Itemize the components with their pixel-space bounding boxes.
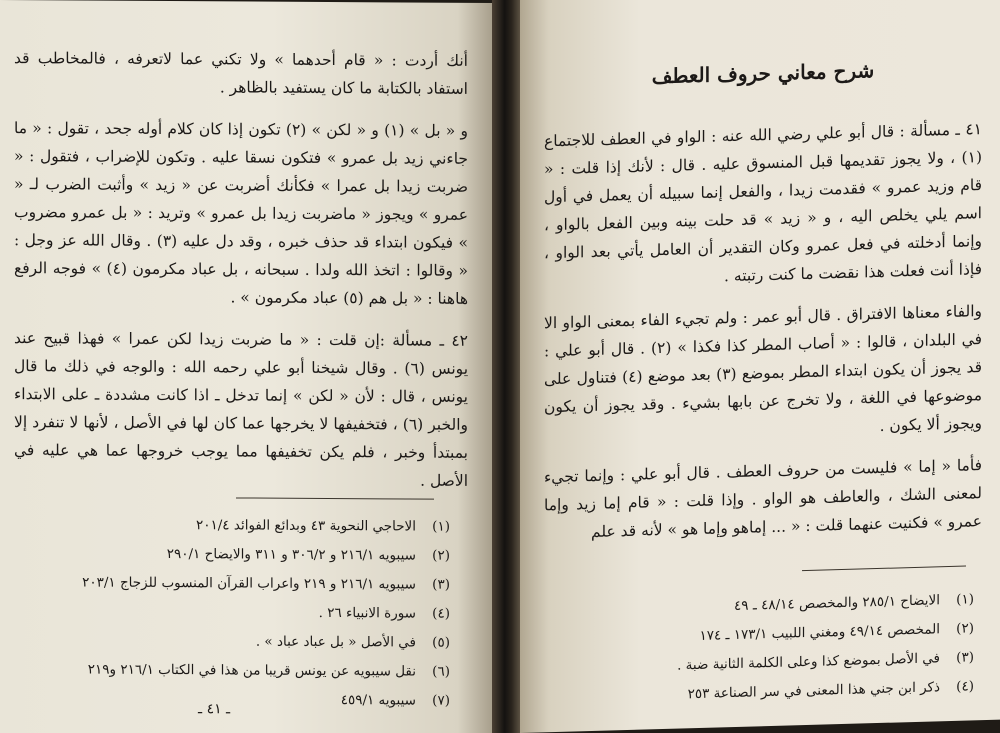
footnote-text: سيبويه ٢١٦/١ و ٢١٩ واعراب القرآن المنسوب للزجاج ٢٠٣/١: [82, 574, 416, 593]
footnote-number: (٣): [432, 576, 450, 593]
book-gutter: [492, 0, 520, 733]
footnote-item: [20, 597, 450, 629]
right-footnotes: [544, 585, 974, 713]
left-page: [0, 0, 492, 733]
left-footnotes: [20, 510, 450, 716]
footnote-text: سورة الانبياء ٢٦ .: [318, 604, 416, 622]
right-page-body: [544, 55, 982, 561]
chapter-title: شرح معاني حروف العطف: [651, 58, 875, 89]
footnote-text: المخصص ٤٩/١٤ ومغني اللبيب ١٧٣/١ ـ ١٧٤: [699, 621, 940, 644]
footnote-number: (٧): [432, 692, 450, 709]
footnote-item: [20, 655, 450, 687]
footnote-text: الاحاجي النحوية ٤٣ وبدائع الفوائد ٢٠١/٤: [196, 517, 416, 535]
footnote-divider: [802, 566, 966, 572]
footnote-text: في الأصل « بل عباد عباد » .: [255, 633, 416, 651]
footnote-text: ذكر ابن جني هذا المعنى في سر الصناعة ٢٥٣: [687, 679, 940, 703]
footnote-item: [20, 568, 450, 600]
footnote-number: (٢): [956, 620, 974, 637]
footnote-text: الايضاح ٢٨٥/١ والمخصص ٤٨/١٤ ـ ٤٩: [734, 592, 940, 615]
right-paragraph-2: والفاء معناها الافتراق . قال أبو عمر : ولم تجيء الفاء بمعنى الواو الا في البلدان ، قالوا : « أصاب المطر كذا فكذا » (٢) . قال أبو علي : قد يجوز أن يكون ابتداء المطر بموضع (٣) بعد موضع (٤) فتناول على موضوعها في اللغة ، ولا تخرج عن بابها بشيء . وقد يجوز أن يكون ويجوز ألا يكون .: [544, 302, 983, 435]
left-paragraph-1: أنك أردت : « قام أحدهما » ولا تكني عما لاتعرفه ، فالمخاطب قد استفاد بالكتابة ما كان يستفيد بالظاهر .: [14, 49, 468, 98]
right-page: [520, 0, 1000, 733]
footnote-text: نقل سيبويه عن يونس قريبا من هذا في الكتاب ٢١٦/١ و٢١٩: [87, 661, 416, 680]
footnote-number: (٢): [432, 547, 450, 564]
footnote-item: [20, 539, 450, 571]
page-number: ـ ٤١ ـ: [198, 701, 231, 718]
right-paragraph-3: فأما « إما » فليست من حروف العطف . قال أبو علي : وإنما تجيء لمعنى الشك ، والعاطف هو الواو . وإذا قلت : « قام إما زيد وإما عمرو » فكنيت عنهما قلت : « ... إماهو وإما هو » لأنه قد علم: [544, 456, 982, 542]
right-paragraph-1: ٤١ ـ مسألة : قال أبو علي رضي الله عنه : الواو في العطف للاجتماع (١) ، ولا يجوز تقديمها قبل المنسوق عليه . قال : لأنك إذا قلت : « قام وزيد عمرو » فقدمت زيدا ، والفعل إنما سبيله أن يعمل في أول اسم يلي يخلص اليه ، و « زيد » قد حلت بينه وبين الفعل بالواو ، وإنما أدخلته في فعل عمرو وكان التقدير أن العامل يأتي بعد الواو ، فإذا أنت فعلت هذا نقضت ما كنت رتبته .: [544, 120, 982, 286]
footnote-number: (٦): [432, 663, 450, 680]
footnote-item: [20, 626, 450, 658]
left-paragraph-2: و « بل » (١) و « لكن » (٢) تكون إذا كان كلام أوله جحد ، تقول : « ما جاءني زيد بل عمرو » فتكون نسقا عليه . وتكون للإضراب ، فتقول : « ضربت زيدا بل عمرا » فكأنك أضربت عن « زيد » وأثبت الضرب لـ « عمرو » ويجوز « ماضربت زيدا بل عمرو » وتريد : « بل عمرو مضروب » فيكون ابتداء قد حذف خبره ، وقد دل عليه (٣) . وقال الله عز وجل : « وقالوا : اتخذ الله ولدا . سبحانه ، بل عباد مكرمون (٤) » فوجه الرفع هاهنا : « بل هم (٥) عباد مكرمون » .: [14, 119, 469, 308]
footnote-number: (٥): [432, 634, 450, 651]
footnote-number: (٤): [956, 678, 974, 695]
footnote-item: [20, 510, 450, 542]
footnote-text: سيبويه ٢١٦/١ و ٣٠٦/٢ و ٣١١ والايضاح ٢٩٠/١: [166, 546, 416, 564]
left-page-body: [14, 44, 468, 509]
footnote-number: (١): [432, 518, 450, 535]
footnote-number: (٤): [432, 605, 450, 622]
footnote-text: سيبويه ٤٥٩/١: [340, 692, 416, 709]
footnote-number: (٣): [956, 649, 974, 666]
footnote-item: [20, 684, 450, 716]
footnote-text: في الأصل بموضع كذا وعلى الكلمة الثانية ضبة .: [677, 650, 940, 674]
left-paragraph-3: ٤٢ ـ مسألة :إن قلت : « ما ضربت زيدا لكن عمرا » فهذا قبيح عند يونس (٦) . وقال شيخنا أبو علي رحمه الله : والوجه في ذلك ما قال يونس ، قال : لأن « لكن » إنما تدخل ـ اذا كانت مشددة ـ على الابتداء والخبر (٦) ، فتخفيفها لا يخرجها عما كان لها في الأصل ، لأنها لا تنفرد إلا بمبتدأ وخبر ، فلم يكن تخفيفها مما يوجب خروجها عما هي عليه في الأصل .: [14, 329, 469, 490]
footnote-number: (١): [956, 591, 974, 608]
